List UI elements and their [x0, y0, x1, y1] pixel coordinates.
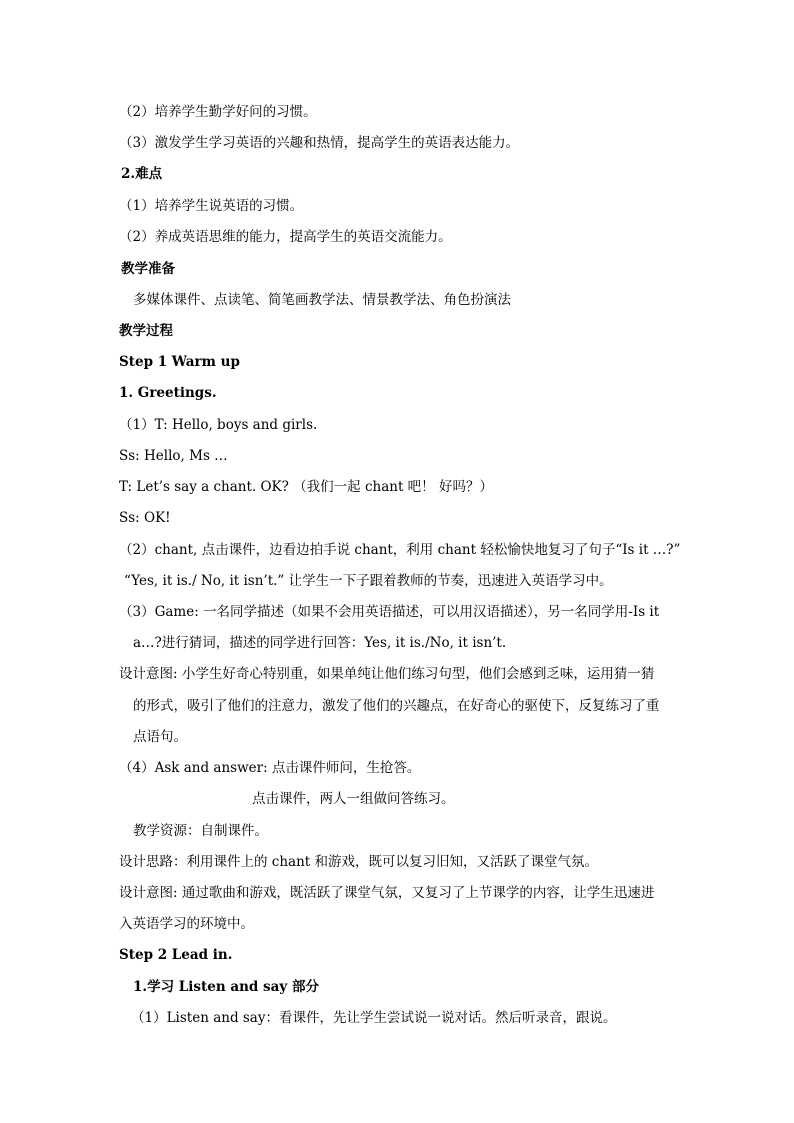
process-heading: 教学过程 [119, 323, 173, 339]
design-intent-line-2: 入英语学习的环境中。 [119, 916, 254, 932]
objective-line-2: （2）培养学生勤学好问的习惯。 [119, 104, 317, 120]
game-line-2: a…?进行猜词，描述的同学进行回答：Yes, it is./No, it isn’t. [133, 635, 507, 651]
greetings-line-3: T: Let’s say a chant. OK? （我们一起 chant 吧！ 好吗？） [119, 479, 493, 495]
resource-line: 教学资源：自制课件。 [133, 823, 268, 839]
difficulty-line-1: （1）培养学生说英语的习惯。 [119, 198, 304, 214]
game-line-1: （3）Game: 一名同学描述（如果不会用英语描述，可以用汉语描述），另一名同学用-Is it [119, 604, 660, 620]
preparation-text: 多媒体课件、点读笔、简笔画教学法、情景教学法、角色扮演法 [133, 292, 511, 308]
objective-line-3: （3）激发学生学习英语的兴趣和热情，提高学生的英语表达能力。 [119, 135, 520, 151]
difficulty-line-2: （2）养成英语思维的能力，提高学生的英语交流能力。 [119, 229, 452, 245]
design-intent-line-1: 设计意图: 通过歌曲和游戏，既活跃了课堂气氛，又复习了上节课学的内容，让学生迅速进 [119, 885, 655, 901]
design-idea-line: 设计思路：利用课件上的 chant 和游戏，既可以复习旧知，又活跃了课堂气氛。 [119, 854, 599, 870]
greetings-line-2: Ss: Hello, Ms … [119, 448, 228, 464]
chant-line-1: （2）chant, 点击课件，边看边拍手说 chant，利用 chant 轻松愉快地复习了句子“Is it …?” [119, 542, 681, 558]
step-1-heading: Step 1 Warm up [119, 354, 240, 370]
intent-line-3: 点语句。 [133, 729, 187, 745]
greetings-line-1: （1）T: Hello, boys and girls. [119, 417, 318, 433]
preparation-heading: 教学准备 [121, 261, 175, 277]
ask-answer-line-2: 点击课件，两人一组做问答练习。 [252, 791, 455, 807]
intent-line-1: 设计意图: 小学生好奇心特别重，如果单纯让他们练习句型，他们会感到乏味，运用猜一猜 [119, 666, 655, 682]
chant-line-2: “Yes, it is./ No, it isn’t.” 让学生一下子跟着教师的节奏，迅速进入英语学习中。 [124, 573, 613, 589]
ask-answer-line-1: （4）Ask and answer: 点击课件师问，生抢答。 [119, 760, 421, 776]
greetings-line-4: Ss: OK! [119, 510, 171, 526]
listen-say-line-1: （1）Listen and say：看课件，先让学生尝试说一说对话。然后听录音，跟说。 [131, 1010, 617, 1026]
difficulty-heading: 2.难点 [121, 166, 163, 182]
step-2-heading: Step 2 Lead in. [119, 947, 233, 963]
intent-line-2: 的形式，吸引了他们的注意力，激发了他们的兴趣点，在好奇心的驱使下，反复练习了重 [133, 698, 660, 714]
greetings-heading: 1. Greetings. [119, 385, 217, 401]
listen-say-heading: 1.学习 Listen and say 部分 [133, 979, 319, 995]
